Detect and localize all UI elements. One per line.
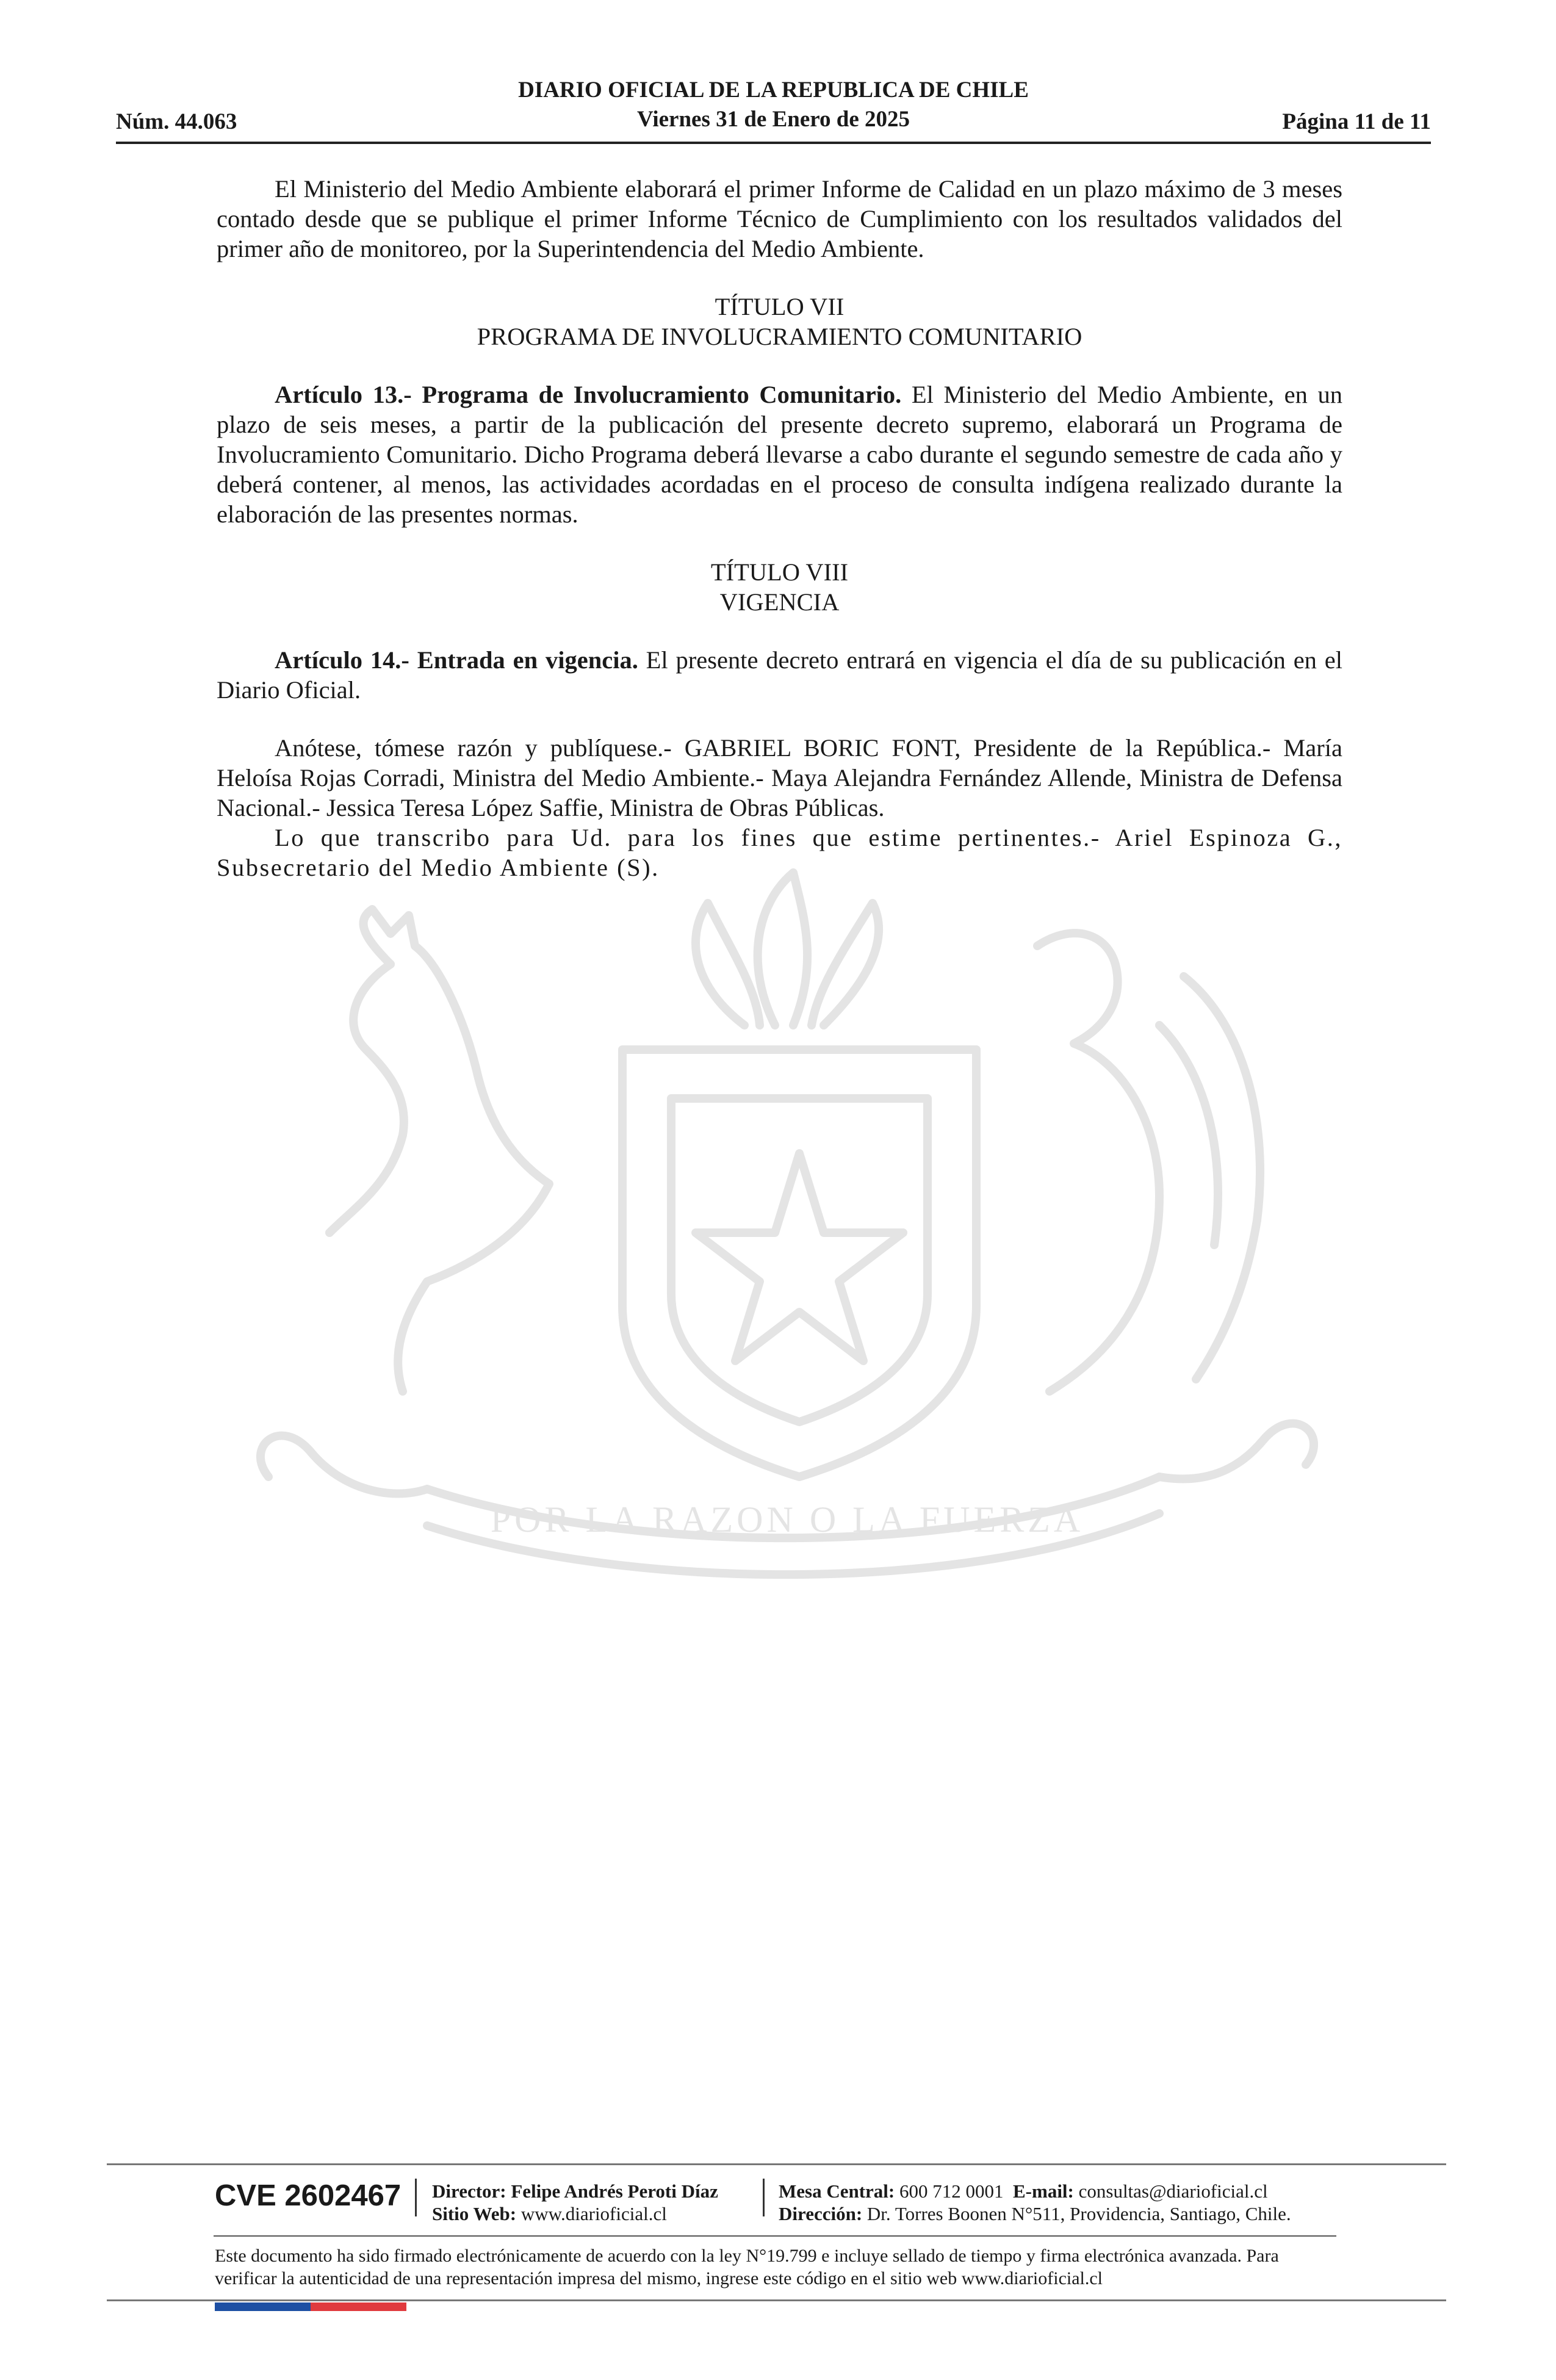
closing-paragraph: Anótese, tómese razón y publíquese.- GABRIEL BORIC FONT, Presidente de la República.- María Heloísa Rojas Corradi, Ministra del Medio Ambiente.- Maya Alejandra Fernández Allende, Ministra de Defensa Nacional.- Jessica Teresa López Saffie, Ministra de Obras Públicas. <box>217 734 1342 821</box>
cve-code: CVE 2602467 <box>215 2179 402 2212</box>
director-name: Felipe Andrés Peroti Díaz <box>511 2180 718 2202</box>
coat-of-arms-watermark <box>207 867 1367 1587</box>
plume-icon <box>758 873 807 1025</box>
huemul-icon <box>364 909 549 1391</box>
star-icon <box>696 1153 903 1361</box>
footer-separator <box>415 2179 417 2216</box>
article-13 <box>217 380 1342 529</box>
article-14-heading: Artículo 14.- Entrada en vigencia. <box>275 646 638 674</box>
title-viii <box>217 557 1342 617</box>
motto-text: POR LA RAZON O LA FUERZA <box>490 1499 1084 1540</box>
article-13-heading: Artículo 13.- Programa de Involucramiento Comunitario. <box>275 381 902 408</box>
flag-bar-blue <box>215 2302 311 2311</box>
address-value: Dr. Torres Boonen N°511, Providencia, Santiago, Chile. <box>866 2203 1291 2224</box>
web-label: Sitio Web: <box>432 2203 517 2224</box>
header-divider <box>116 142 1431 144</box>
footer-divider-mid <box>214 2235 1336 2237</box>
footer-separator <box>763 2179 765 2216</box>
director-label: Director: <box>432 2180 506 2202</box>
title-vii-number: TÍTULO VII <box>715 293 845 320</box>
footer-divider-bottom <box>107 2299 1446 2301</box>
publication-title: DIARIO OFICIAL DE LA REPUBLICA DE CHILE <box>518 78 1029 103</box>
title-viii-name: VIGENCIA <box>719 588 840 616</box>
phone-label: Mesa Central: <box>779 2180 895 2202</box>
transcription-paragraph: Lo que transcribo para Ud. para los fines que estime pertinentes.- Ariel Espinoza G., Subsecretario del Medio Ambiente (S). <box>217 824 1342 881</box>
web-link[interactable]: www.diarioficial.cl <box>520 2203 667 2224</box>
title-vii <box>217 292 1342 352</box>
footer-divider-top <box>107 2163 1446 2165</box>
issue-number: Núm. 44.063 <box>116 109 237 134</box>
flag-bar-red <box>311 2302 406 2311</box>
article-14-text: El presente decreto entrará en vigencia el día de su publicación en el Diario Oficial. <box>217 646 1342 704</box>
masthead <box>116 76 1431 134</box>
email-link[interactable]: consultas@diarioficial.cl <box>1078 2180 1268 2202</box>
article-14 <box>217 645 1342 705</box>
publication-date: Viernes 31 de Enero de 2025 <box>636 107 910 132</box>
title-vii-name: PROGRAMA DE INVOLUCRAMIENTO COMUNITARIO <box>477 323 1082 350</box>
phone-value: 600 712 0001 <box>899 2180 1004 2202</box>
condor-icon <box>1037 933 1159 1391</box>
page-header <box>116 72 1431 145</box>
legal-notice: Este documento ha sido firmado electrónicamente de acuerdo con la ley N°19.799 e incluye sellado de tiempo y firma electrónica avanzada. Para verificar la autenticidad de una representación impresa del mismo, ingrese este código en el sitio web www.diarioficial.cl <box>215 2246 1279 2288</box>
footer-contact-block <box>779 2180 1291 2225</box>
article-13-text: El Ministerio del Medio Ambiente, en un plazo de seis meses, a partir de la publicación del presente decreto supremo, elaborará un Programa de Involucramiento Comunitario. Dicho Programa deberá llevarse a cabo durante el segundo semestre de cada año y deberá contener, al menos, las actividades acordadas en el proceso de consulta indígena realizado durante la elaboración de las presentes normas. <box>217 381 1342 528</box>
intro-paragraph: El Ministerio del Medio Ambiente elaborará el primer Informe de Calidad en un plazo máximo de 3 meses contado desde que se publique el primer Informe Técnico de Cumplimiento con los resultados validados del primer año de monitoreo, por la Superintendencia del Medio Ambiente. <box>217 175 1342 262</box>
footer-director-block <box>432 2180 718 2225</box>
email-label: E-mail: <box>1013 2180 1074 2202</box>
document-body <box>217 174 1342 882</box>
title-viii-number: TÍTULO VIII <box>710 558 849 586</box>
address-label: Dirección: <box>779 2203 863 2224</box>
page-number: Página 11 de 11 <box>1282 109 1431 134</box>
